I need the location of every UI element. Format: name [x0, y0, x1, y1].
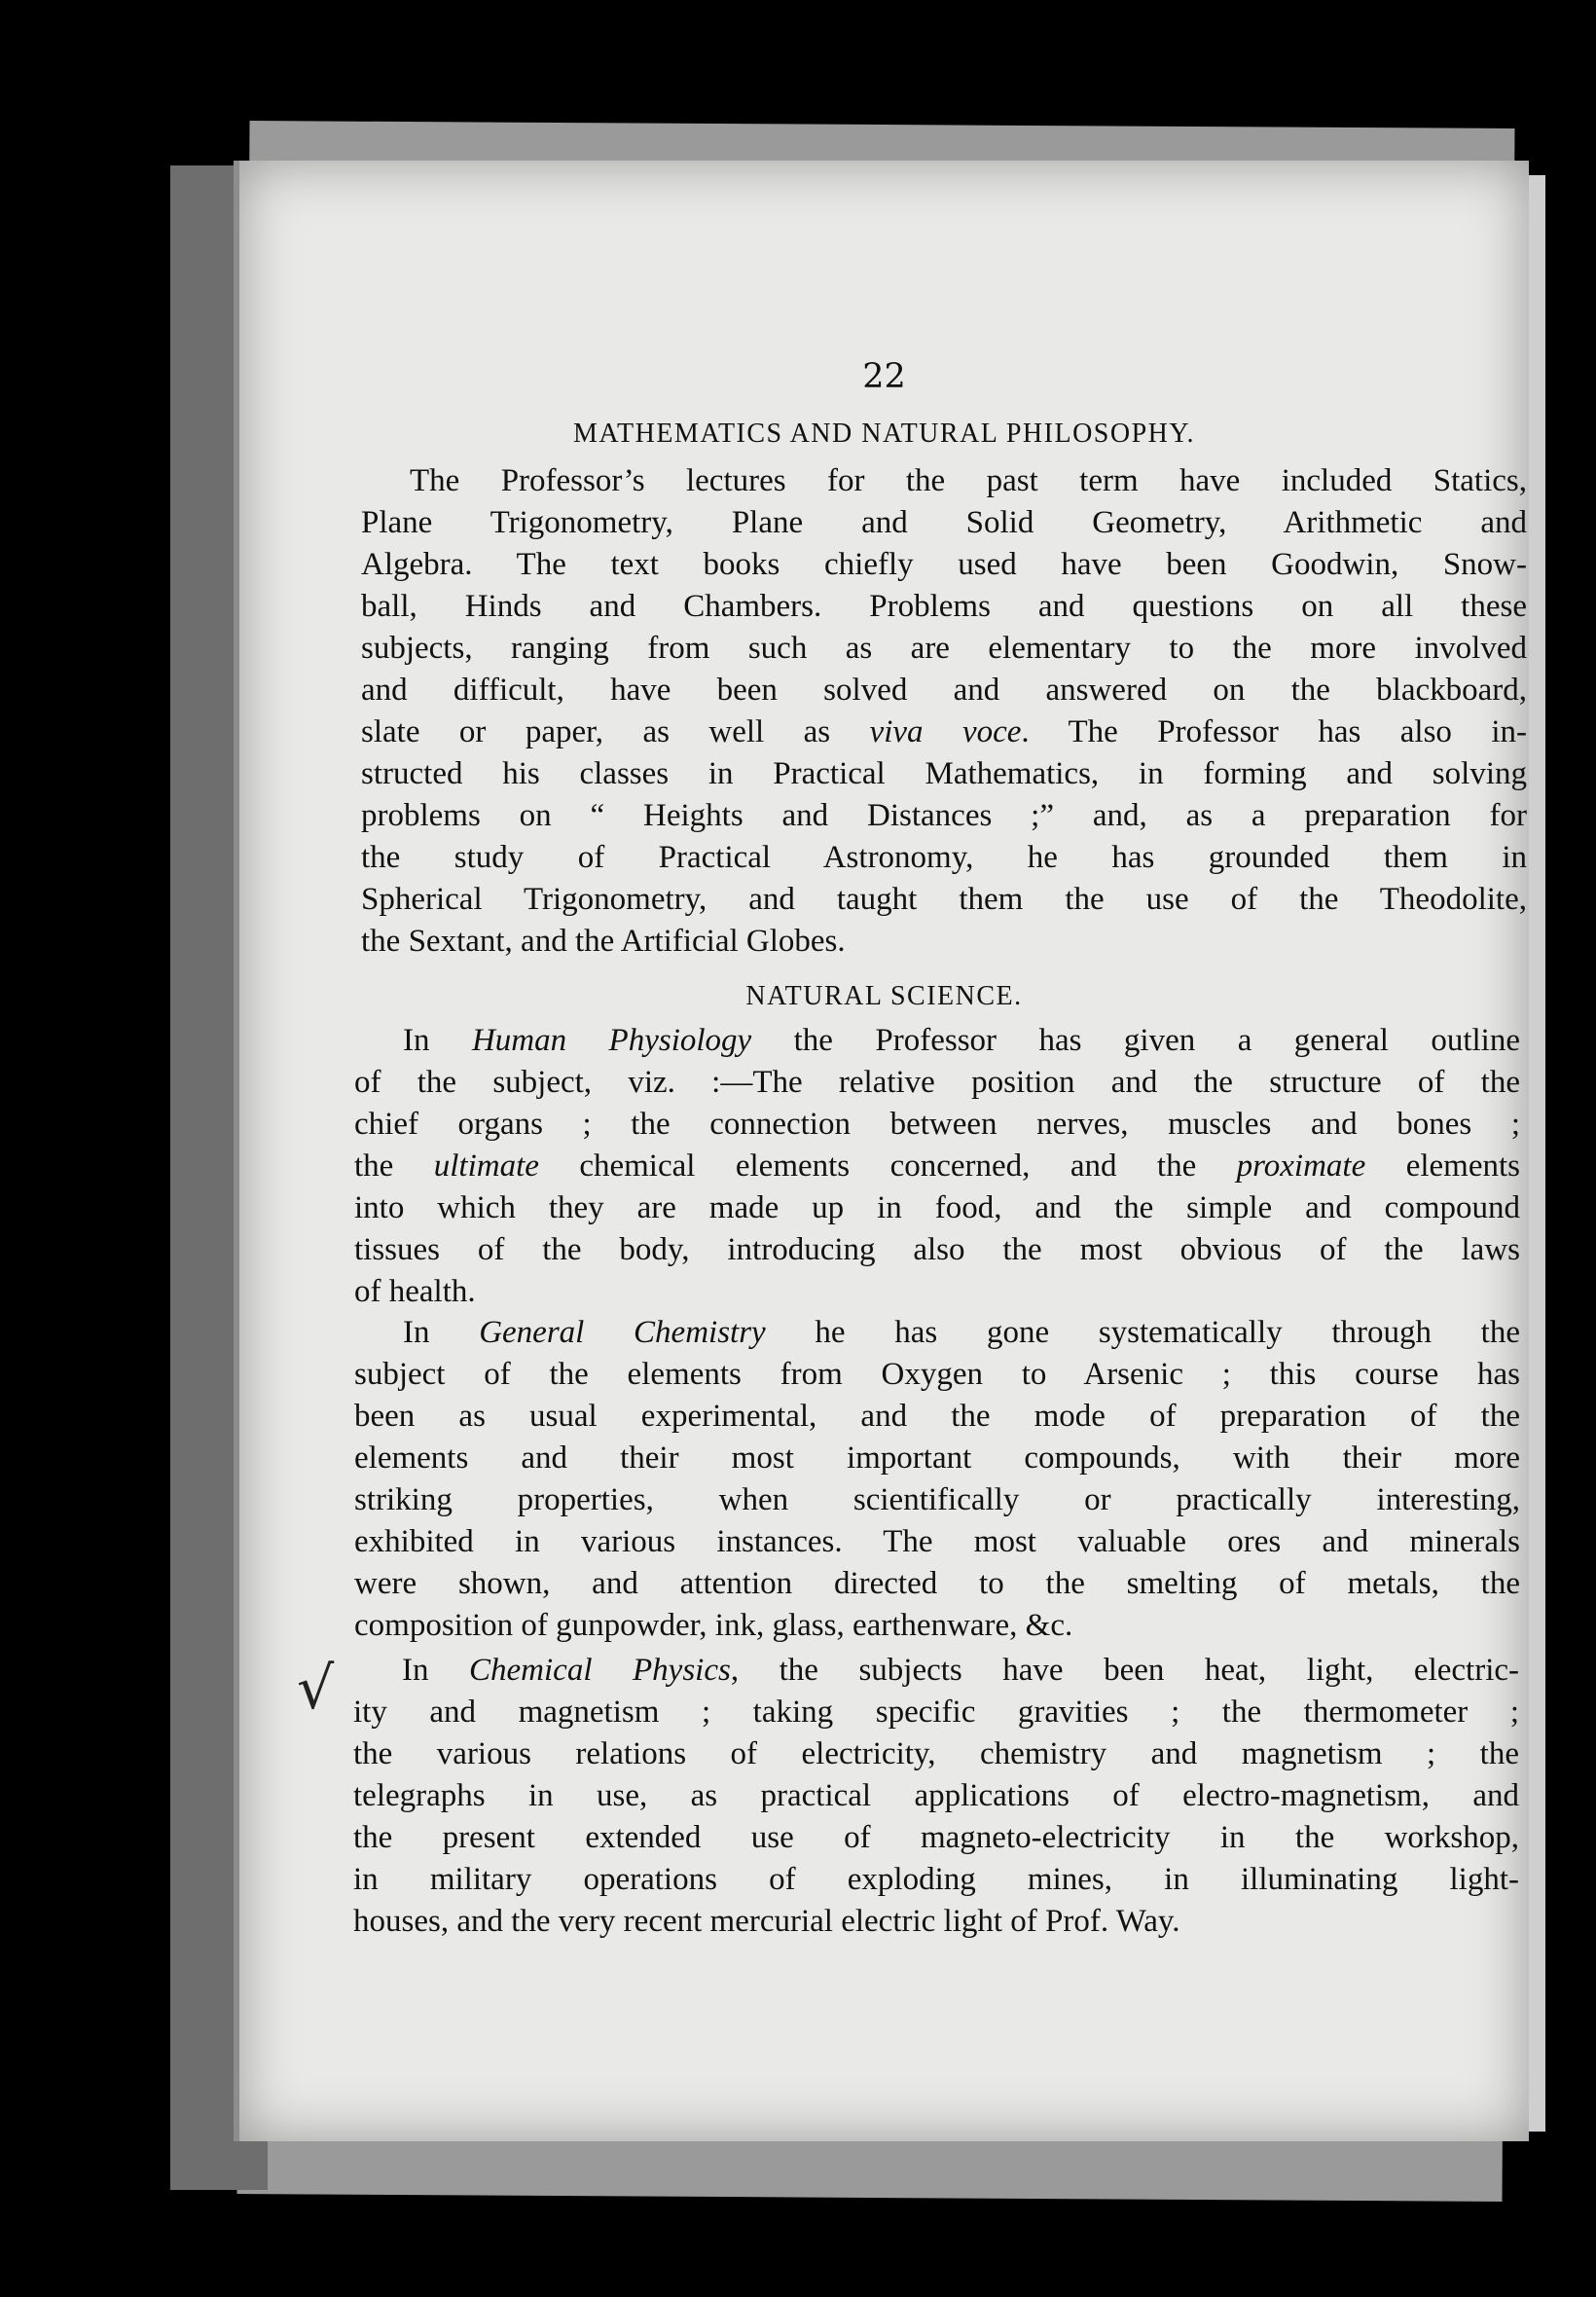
text-line: Algebra. The text books chiefly used have been Goodwin, Snow- — [361, 547, 1527, 582]
text-line: the Sextant, and the Artificial Globes. — [361, 924, 846, 959]
text-line: in military operations of exploding mines, in illuminating light- — [353, 1862, 1519, 1897]
text-line: telegraphs in use, as practical applications of electro-magnetism, and — [353, 1778, 1519, 1813]
text-line: problems on “ Heights and Distances ;” and, as a preparation for — [361, 798, 1527, 833]
text-line: and difficult, have been solved and answered on the blackboard, — [361, 673, 1527, 708]
paragraph-mathematics — [361, 460, 1527, 963]
text-line: elements and their most important compounds, with their more — [354, 1440, 1520, 1476]
text-line: In General Chemistry he has gone systematically through the — [403, 1315, 1521, 1350]
text-line: into which they are made up in food, and the simple and compound — [354, 1190, 1520, 1225]
text-line: Spherical Trigonometry, and taught them the use of the Theodolite, — [361, 882, 1527, 917]
text-line: slate or paper, as well as viva voce. The Professor has also in- — [361, 714, 1528, 749]
text-line: the study of Practical Astronomy, he has grounded them in — [361, 840, 1527, 875]
text-line: structed his classes in Practical Mathematics, in forming and solving — [361, 756, 1527, 791]
text-line: Plane Trigonometry, Plane and Solid Geometry, Arithmetic and — [361, 505, 1527, 540]
text-line: subject of the elements from Oxygen to Arsenic ; this course has — [354, 1357, 1520, 1392]
handwritten-check-mark: √ — [297, 1655, 335, 1723]
text-line: ity and magnetism ; taking specific gravities ; the thermometer ; — [353, 1695, 1519, 1730]
text-line: exhibited in various instances. The most valuable ores and minerals — [354, 1524, 1520, 1559]
text-line: tissues of the body, introducing also the most obvious of the laws — [354, 1232, 1520, 1267]
text-line: ball, Hinds and Chambers. Problems and questions on all these — [361, 589, 1527, 624]
text-line: composition of gunpowder, ink, glass, earthenware, &c. — [354, 1608, 1073, 1643]
text-line: of health. — [354, 1274, 476, 1309]
paragraph-human-physiology — [354, 1020, 1520, 1313]
paragraph-chemical-physics — [353, 1650, 1519, 1943]
text-line: subjects, ranging from such as are elementary to the more involved — [361, 631, 1527, 666]
text-line: been as usual experimental, and the mode of preparation of the — [354, 1399, 1520, 1434]
text-line: striking properties, when scientifically or practically interesting, — [354, 1482, 1520, 1517]
text-line: In Human Physiology the Professor has given a general outline — [403, 1023, 1520, 1058]
text-line: were shown, and attention directed to the smelting of metals, the — [354, 1566, 1520, 1601]
page-number: 22 — [862, 357, 906, 396]
section-heading-mathematics: MATHEMATICS AND NATURAL PHILOSOPHY. — [572, 419, 1195, 449]
text-line: the ultimate chemical elements concerned, and the proximate elements — [354, 1148, 1520, 1184]
text-line: The Professor’s lectures for the past term have included Statics, — [410, 463, 1527, 498]
book-page — [234, 161, 1529, 2141]
text-line: In Chemical Physics, the subjects have been heat, light, electric- — [402, 1653, 1519, 1688]
text-line: of the subject, viz. :—The relative position and the structure of the — [354, 1065, 1520, 1100]
text-line: chief organs ; the connection between nerves, muscles and bones ; — [354, 1107, 1520, 1142]
text-line: the present extended use of magneto-electricity in the workshop, — [353, 1820, 1519, 1855]
text-line: houses, and the very recent mercurial electric light of Prof. Way. — [353, 1904, 1180, 1939]
section-heading-natural-science: NATURAL SCIENCE. — [745, 981, 1023, 1011]
paragraph-general-chemistry — [354, 1312, 1520, 1647]
text-line: the various relations of electricity, chemistry and magnetism ; the — [353, 1736, 1519, 1771]
